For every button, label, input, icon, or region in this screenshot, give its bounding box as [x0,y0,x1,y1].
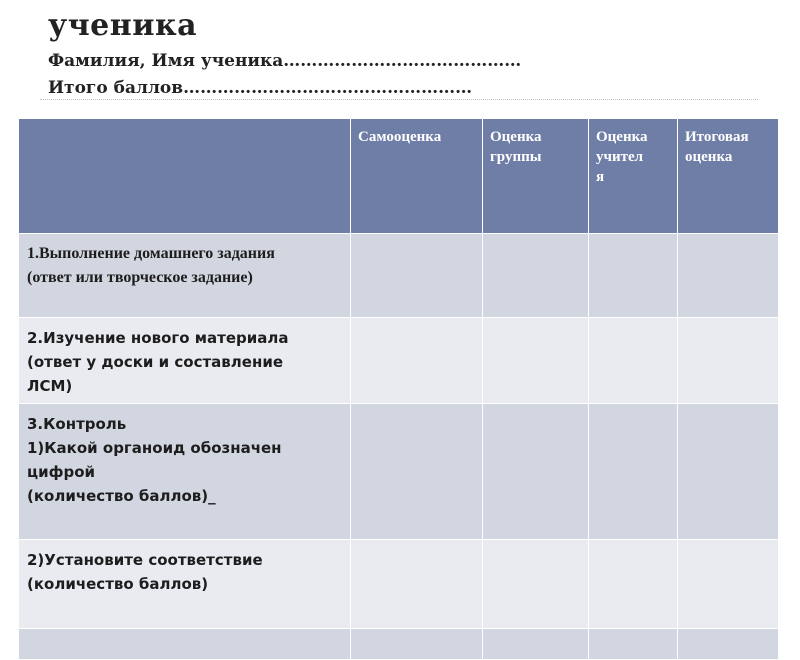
page-title: ученика [48,8,198,43]
cell-self-assessment[interactable] [351,234,483,318]
row-label-matching: 2)Установите соответствие (количество баллов) [19,540,351,629]
table-row [19,404,779,540]
evaluation-table [18,118,779,660]
cell-group-assessment[interactable] [483,318,589,404]
cell-teacher-assessment[interactable] [589,234,678,318]
cell-self-assessment[interactable] [351,540,483,629]
table-row [19,540,779,629]
cell-group-assessment[interactable] [483,404,589,540]
table-row [19,629,779,660]
cell-group-assessment[interactable] [483,629,589,660]
header-final-grade [678,119,779,234]
cell-teacher-assessment[interactable] [589,318,678,404]
header-final-grade-label: Итоговая оценка [685,129,749,165]
cell-group-assessment[interactable] [483,540,589,629]
row-label-new-material: 2.Изучение нового материала (ответ у доски и составление ЛСМ) [19,318,351,404]
cell-teacher-assessment[interactable] [589,540,678,629]
header-self-assessment [351,119,483,234]
row-label-homework: 1.Выполнение домашнего задания (ответ или творческое задание) [19,234,351,318]
student-name-line: Фамилия, Имя ученика…………………………………… [48,51,522,71]
header-cell-blank [19,119,351,234]
table-row [19,318,779,404]
cell-group-assessment[interactable] [483,234,589,318]
total-points-line: Итого баллов…………………………………………… [48,78,473,98]
cell-final-grade[interactable] [678,318,779,404]
cell-self-assessment[interactable] [351,629,483,660]
divider [40,99,758,100]
cell-final-grade[interactable] [678,404,779,540]
row-label-cut-off [19,629,351,660]
cell-self-assessment[interactable] [351,318,483,404]
row-label-control: 3.Контроль 1)Какой органоид обозначен цифрой (количество баллов)_ [19,404,351,540]
cell-final-grade[interactable] [678,540,779,629]
cell-teacher-assessment[interactable] [589,629,678,660]
cell-self-assessment[interactable] [351,404,483,540]
header-teacher-assessment [589,119,678,234]
table-header-row [19,119,779,234]
header-group-assessment [483,119,589,234]
cell-final-grade[interactable] [678,234,779,318]
cell-teacher-assessment[interactable] [589,404,678,540]
header-group-assessment-label: Оценка группы [490,129,542,165]
cell-final-grade[interactable] [678,629,779,660]
header-self-assessment-label: Самооценка [358,129,442,145]
table-row [19,234,779,318]
header-teacher-assessment-label: Оценка учител я [596,129,648,185]
